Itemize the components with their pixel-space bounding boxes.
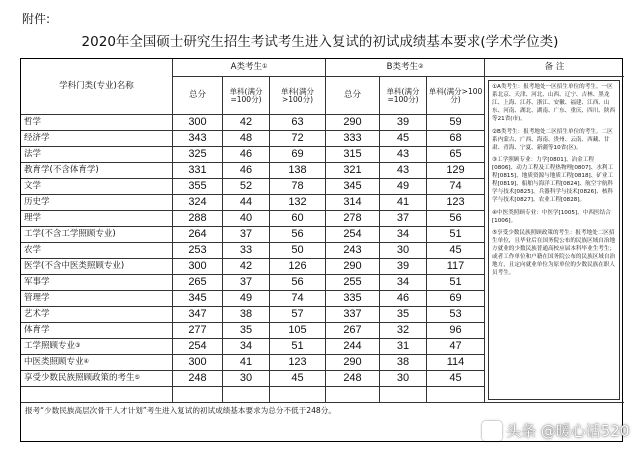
subject-name-text: 哲学 (24, 117, 42, 128)
cell-b-s2: 129 (427, 163, 485, 179)
cell-b-s1: 39 (380, 259, 427, 275)
subject-name-text: 医学(不含中医类照顾专业) (24, 261, 125, 272)
cell-a-s2: 74 (270, 291, 326, 307)
row-subject-name (21, 211, 173, 227)
cell-b-s2: 69 (427, 291, 485, 307)
cell-a-s2: 45 (270, 371, 326, 387)
b-single-gt100-header: 单科(满分>100分) (427, 77, 485, 115)
cell-a-s2: 72 (270, 131, 326, 147)
cell-a-s2: 57 (270, 307, 326, 323)
cell-a-s2: 60 (270, 211, 326, 227)
row-subject-name (21, 115, 173, 131)
cell-a-s1: 42 (223, 115, 270, 131)
cell-a-s2: 105 (270, 323, 326, 339)
cell-a-s2: 51 (270, 339, 326, 355)
cell-a-s1: 37 (223, 227, 270, 243)
cell-b-s1: 34 (380, 275, 427, 291)
subject-header: 学科门类(专业)名称 (21, 59, 173, 115)
cell-a-s1: 46 (223, 147, 270, 163)
cell-b-s2: 68 (427, 131, 485, 147)
subject-name-text: 体育学 (24, 325, 50, 336)
row-subject-name (21, 131, 173, 147)
cell-a-total: 324 (173, 195, 223, 211)
cell-a-s1: 30 (223, 371, 270, 387)
subject-name-text: 历史学 (24, 197, 50, 208)
cell-b-total: 345 (326, 179, 380, 195)
cell-b-total: 315 (326, 147, 380, 163)
cell-a-total: 265 (173, 275, 223, 291)
cell-b-total: 244 (326, 339, 380, 355)
cell-a-total: 345 (173, 291, 223, 307)
cell-b-total: 321 (326, 163, 380, 179)
cell-b-s2: 51 (427, 275, 485, 291)
cell-b-s1: 34 (380, 227, 427, 243)
cell-b-total: 267 (326, 323, 380, 339)
subject-name-text: 教育学(不含体育学) (24, 165, 99, 176)
cell-b-s2: 51 (427, 227, 485, 243)
cell-b-total: 290 (326, 259, 380, 275)
cell-b-s1: 43 (380, 163, 427, 179)
cell-b-s2: 45 (427, 371, 485, 387)
cell-b-total: 278 (326, 211, 380, 227)
cell-b-s1: 45 (380, 131, 427, 147)
footnote-marker: ④ (83, 358, 89, 366)
cell-b-total: 255 (326, 275, 380, 291)
cell-a-total: 253 (173, 243, 223, 259)
subject-name-text: 艺术学 (24, 309, 50, 320)
subject-name-text: 农学 (24, 245, 42, 256)
row-subject-name (21, 179, 173, 195)
cell-b-s1: 49 (380, 179, 427, 195)
cell-a-s1: 46 (223, 163, 270, 179)
cell-a-total: 343 (173, 131, 223, 147)
score-table (20, 58, 623, 442)
row-subject-name (21, 275, 173, 291)
cell-a-s2: 50 (270, 243, 326, 259)
cell-a-s1: 37 (223, 275, 270, 291)
cell-b-s2: 117 (427, 259, 485, 275)
note-tcm: ④中医类照顾专业：中医学[1005]、中西医结合[1006]。 (492, 209, 611, 224)
subject-name-text: 军事学 (24, 277, 50, 288)
cell-b-total: 337 (326, 307, 380, 323)
cell-a-total: 355 (173, 179, 223, 195)
note-minority: ⑤享受少数民族照顾政策的考生：报考地处二区招生单位，且毕业后在国务院公布的民族区域自治地方就业的少数民族普通高校应届本科毕业生考生；或者工作单位和户籍在国务院公布的民族区域自治地方，且定向就业单位为原单位的少数民族在职人员考生。 (492, 229, 616, 277)
cell-a-s1: 44 (223, 195, 270, 211)
cell-b-total: 333 (326, 131, 380, 147)
cell-b-s2: 74 (427, 179, 485, 195)
row-subject-name (21, 195, 173, 211)
empty-cell (173, 387, 223, 403)
subject-name-text: 文学 (24, 181, 42, 192)
cell-b-s2: 56 (427, 211, 485, 227)
cell-b-s2: 47 (427, 339, 485, 355)
cell-a-total: 331 (173, 163, 223, 179)
cell-b-s1: 37 (380, 211, 427, 227)
cell-a-total: 248 (173, 371, 223, 387)
subject-name-text: 工学照顾专业 (24, 341, 76, 352)
row-subject-name (21, 163, 173, 179)
row-subject-name (21, 323, 173, 339)
b-group-header: B类考生 ② (326, 59, 485, 77)
b-total-header: 总分 (326, 77, 380, 115)
a-single-gt100-header: 单科(满分>100分) (270, 77, 326, 115)
cell-b-total: 290 (326, 355, 380, 371)
cell-b-total: 254 (326, 227, 380, 243)
row-subject-name (21, 339, 173, 355)
remarks-header: 备 注 (485, 59, 624, 77)
attachment-label: 附件: (22, 12, 51, 26)
cell-a-s2: 56 (270, 227, 326, 243)
row-subject-name (21, 355, 173, 371)
page-title: 2020年全国硕士研究生招生考试考生进入复试的初试成绩基本要求(学术学位类) (81, 34, 559, 50)
cell-a-s1: 34 (223, 339, 270, 355)
cell-a-total: 277 (173, 323, 223, 339)
cell-a-s1: 33 (223, 243, 270, 259)
cell-a-total: 300 (173, 259, 223, 275)
row-subject-name (21, 371, 173, 387)
cell-a-total: 264 (173, 227, 223, 243)
a-total-header: 总分 (173, 77, 223, 115)
cell-b-s1: 35 (380, 307, 427, 323)
subject-name-text: 工学(不含工学照顾专业) (24, 229, 116, 240)
subject-name-text: 理学 (24, 213, 42, 224)
cell-b-s1: 38 (380, 355, 427, 371)
cell-b-total: 243 (326, 243, 380, 259)
cell-b-total: 314 (326, 195, 380, 211)
cell-b-s2: 114 (427, 355, 485, 371)
row-subject-name (21, 259, 173, 275)
cell-b-total: 248 (326, 371, 380, 387)
cell-b-s2: 53 (427, 307, 485, 323)
cell-b-s2: 59 (427, 115, 485, 131)
cell-b-s1: 30 (380, 243, 427, 259)
footnote-marker: ⑤ (134, 374, 140, 382)
cell-a-s1: 52 (223, 179, 270, 195)
toutiao-logo-icon (482, 421, 502, 441)
cell-b-s1: 46 (380, 291, 427, 307)
row-subject-name (21, 307, 173, 323)
cell-a-total: 254 (173, 339, 223, 355)
remarks-cell (485, 77, 624, 403)
subject-name-text: 中医类照顾专业 (24, 357, 84, 368)
cell-b-s2: 96 (427, 323, 485, 339)
cell-a-s1: 35 (223, 323, 270, 339)
cell-a-s1: 40 (223, 211, 270, 227)
cell-a-total: 300 (173, 355, 223, 371)
cell-a-total: 300 (173, 115, 223, 131)
cell-a-s1: 48 (223, 131, 270, 147)
cell-a-s1: 49 (223, 291, 270, 307)
cell-b-total: 290 (326, 115, 380, 131)
cell-b-total: 335 (326, 291, 380, 307)
remarks-box (488, 80, 620, 400)
note-engineering: ③工学照顾专业：力学[0801]、冶金工程[0806]、动力工程及工程热物理[0807]、水利工程[0815]、地质资源与地质工程[0818]、矿业工程[0819]、船舶与海洋工程[0824]、航空宇航科学与技术[0825]、兵器科学与技术[0826]、核科学与技术[0827]、农业工程[0828]。 (492, 156, 614, 204)
row-subject-name (21, 243, 173, 259)
empty-cell (326, 387, 380, 403)
row-subject-name (21, 227, 173, 243)
note-b-class: ②B类考生：报考地处二区招生单位的考生。二区系内蒙古、广西、海南、贵州、云南、西藏、甘肃、青海、宁夏、新疆等10省(区)。 (492, 128, 613, 151)
b-single-100-header: 单科(满分=100分) (380, 77, 427, 115)
note-a-class: ①A类考生：报考地处一区招生单位的考生。一区系北京、天津、河北、山西、辽宁、吉林、黑龙江、上海、江苏、浙江、安徽、福建、江西、山东、河南、湖北、湖南、广东、重庆、四川、陕西等21省(市)。 (492, 84, 616, 123)
cell-a-s2: 56 (270, 275, 326, 291)
watermark: 头条 @暖心话520 (482, 420, 629, 441)
cell-b-s1: 32 (380, 323, 427, 339)
cell-a-total: 347 (173, 307, 223, 323)
cell-a-s2: 69 (270, 147, 326, 163)
subject-name-text: 经济学 (24, 133, 50, 144)
cell-b-s1: 31 (380, 339, 427, 355)
empty-cell (21, 387, 173, 403)
cell-a-total: 288 (173, 211, 223, 227)
cell-a-s1: 42 (223, 259, 270, 275)
empty-cell (223, 387, 270, 403)
cell-a-s2: 78 (270, 179, 326, 195)
row-subject-name (21, 147, 173, 163)
cell-b-s2: 123 (427, 195, 485, 211)
subject-name-text: 管理学 (24, 293, 50, 304)
empty-cell (427, 387, 485, 403)
cell-b-s1: 41 (380, 195, 427, 211)
empty-cell (380, 387, 427, 403)
a-group-header: A类考生 ① (173, 59, 326, 77)
row-subject-name (21, 291, 173, 307)
footnote: 报考“少数民族高层次骨干人才计划”考生进入复试的初试成绩基本要求为总分不低于248分。 (25, 406, 336, 416)
empty-cell (270, 387, 326, 403)
subject-name-text: 享受少数民族照顾政策的考生 (24, 373, 135, 384)
cell-b-s1: 43 (380, 147, 427, 163)
cell-b-s2: 45 (427, 243, 485, 259)
cell-b-s1: 30 (380, 371, 427, 387)
cell-b-s1: 39 (380, 115, 427, 131)
subject-name-text: 法学 (24, 149, 42, 160)
cell-a-s1: 41 (223, 355, 270, 371)
footnote-marker: ③ (75, 342, 81, 350)
a-single-100-header: 单科(满分=100分) (223, 77, 270, 115)
cell-a-s2: 63 (270, 115, 326, 131)
cell-a-s2: 123 (270, 355, 326, 371)
cell-a-total: 325 (173, 147, 223, 163)
cell-a-s2: 132 (270, 195, 326, 211)
cell-a-s2: 126 (270, 259, 326, 275)
cell-b-s2: 65 (427, 147, 485, 163)
cell-a-s1: 38 (223, 307, 270, 323)
cell-a-s2: 138 (270, 163, 326, 179)
